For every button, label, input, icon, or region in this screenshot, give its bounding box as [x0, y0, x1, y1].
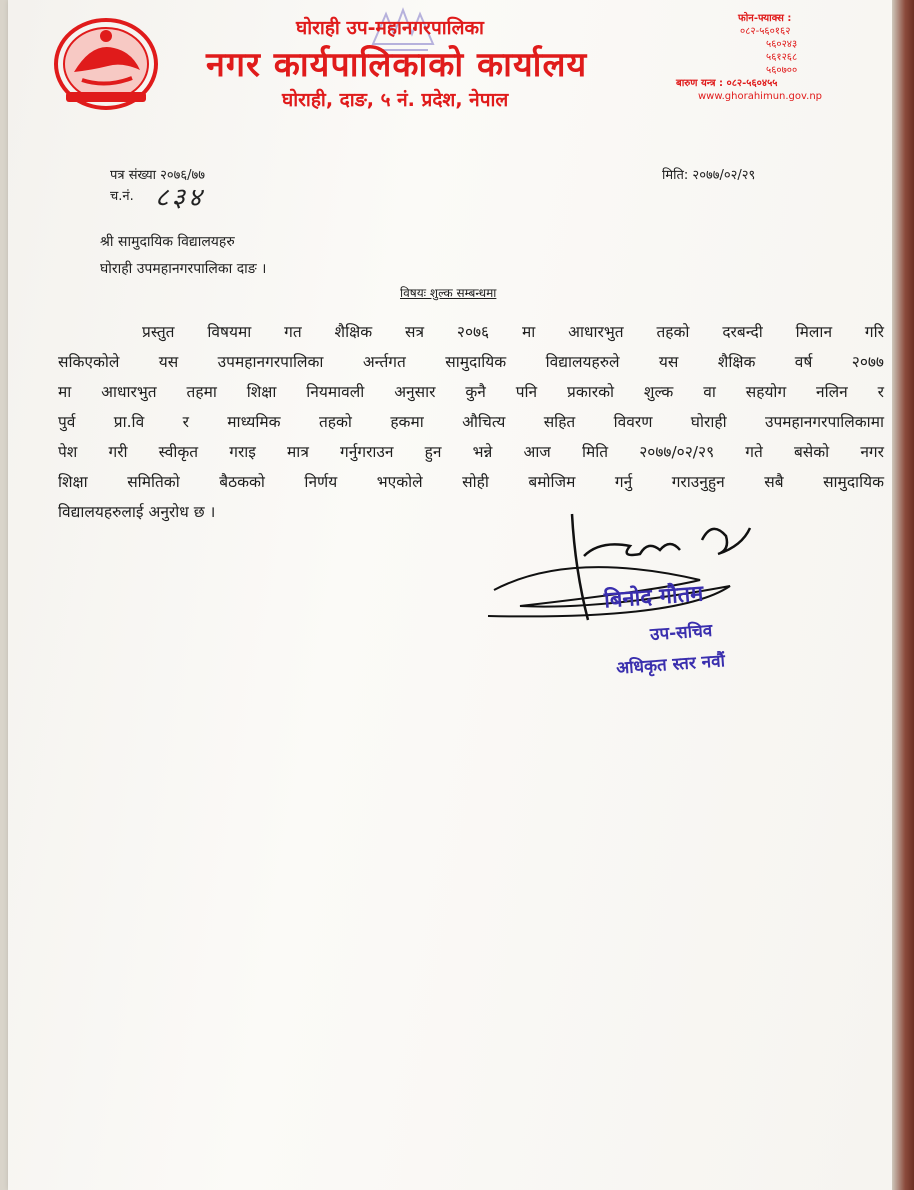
website: www.ghorahimun.gov.np: [698, 91, 823, 102]
dispatch-label: च.नं.: [110, 189, 134, 204]
body-line: पुर्व प्रा.वि र माध्यमिक तहको हकमा औचित्य सहित विवरण घोराही उपमहानगरपालिकामा: [58, 413, 884, 431]
signatory-rank: अधिकृत स्तर नवौं: [615, 651, 726, 679]
phone-1: ०८२-५६०१६२: [740, 26, 791, 37]
subject-line: विषयः शुल्क सम्बन्धमा: [400, 286, 497, 300]
phone-3: ५६१२६८: [766, 52, 798, 63]
nepal-coat-of-arms-logo: [52, 14, 160, 114]
body-line: पेश गरी स्वीकृत गराइ मात्र गर्नुगराउन हुन भन्ने आज मिति २०७७/०२/२९ गते बसेको नगर: [58, 443, 884, 461]
body-line: मा आधारभुत तहमा शिक्षा नियमावली अनुसार कुनै पनि प्रकारको शुल्क वा सहयोग नलिन र: [58, 383, 884, 401]
office-name: नगर कार्यपालिकाको कार्यालय: [206, 45, 588, 85]
recipient-line-1: श्री सामुदायिक विद्यालयहरु: [100, 234, 235, 250]
body-line: प्रस्तुत विषयमा गत शैक्षिक सत्र २०७६ मा आधारभुत तहको दरबन्दी मिलान गरि: [142, 323, 884, 341]
body-line: विद्यालयहरुलाई अनुरोध छ ।: [58, 503, 216, 521]
body-line: शिक्षा समितिको बैठकको निर्णय भएकोले सोही बमोजिम गर्नु गराउनुहुन सबै सामुदायिक: [58, 473, 884, 491]
page-edge: [892, 0, 914, 1190]
letter-number: पत्र संख्या २०७६/७७: [110, 168, 206, 183]
dispatch-number: ८३४: [155, 183, 205, 213]
signatory-name: बिनोद गौतम: [603, 581, 705, 614]
office-address: घोराही, दाङ, ५ नं. प्रदेश, नेपाल: [282, 89, 509, 111]
phone-2: ५६०२४३: [766, 39, 798, 50]
body-line: सकिएकोले यस उपमहानगरपालिका अर्न्तगत सामुदायिक विद्यालयहरुले यस शैक्षिक वर्ष २०७७: [58, 353, 884, 371]
recipient-line-2: घोराही उपमहानगरपालिका दाङ ।: [100, 261, 267, 277]
letter-date: मिति: २०७७/०२/२९: [662, 168, 756, 183]
phone-label: फोन-फ्याक्स :: [738, 13, 792, 24]
fax-number: बारुण यन्त्र : ०८२-५६०४५५: [676, 78, 778, 89]
contact-block: [676, 12, 826, 103]
phone-4: ५६०७००: [766, 65, 798, 76]
signatory-title: उप-सचिव: [649, 620, 713, 646]
letter-body: [58, 317, 884, 527]
municipality-name: घोराही उप-महानगरपालिका: [296, 17, 484, 39]
